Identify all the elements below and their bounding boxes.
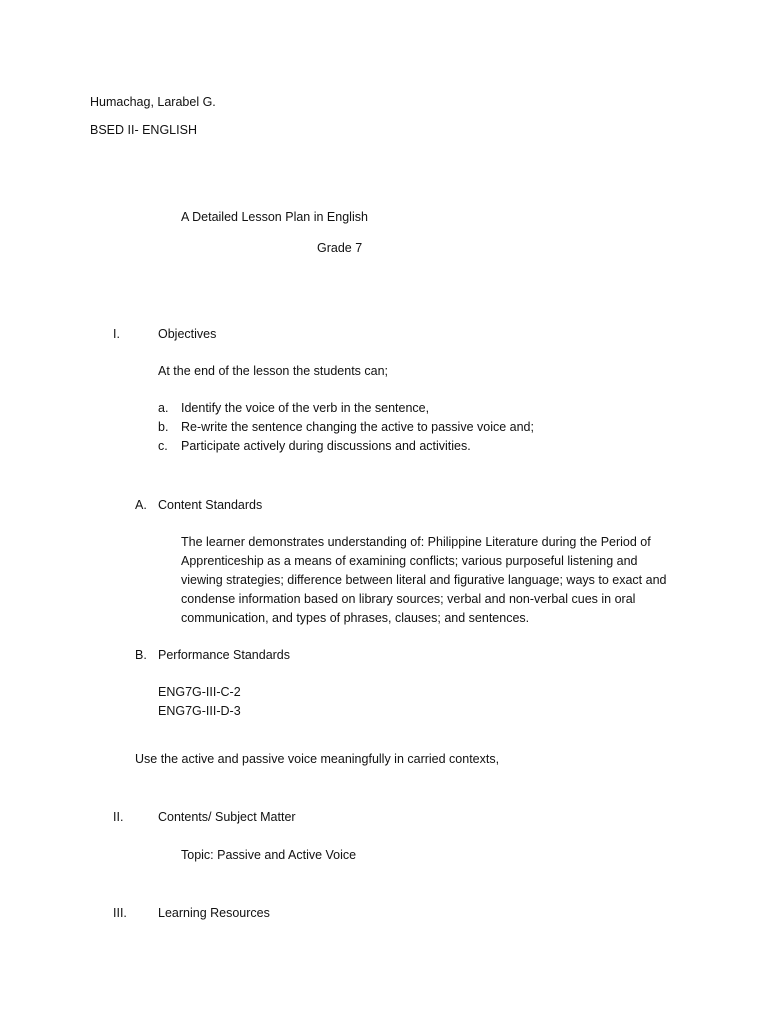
course-label: BSED II- ENGLISH — [90, 123, 197, 137]
subsection-marker-b: B. — [135, 648, 147, 662]
content-standards-body: The learner demonstrates understanding of: Philippine Literature during the Period of Apprenticeship as a means of examining conflicts; various purposeful listening and viewing strategies; difference between literal and figurative language; ways to exact and condense information based on library sources; verbal and non-verbal cues in oral communication, and types of phrases, clauses; and sentences. — [181, 535, 667, 625]
standard-code: ENG7G-III-C-2 — [158, 685, 241, 699]
section-numeral-objectives: I. — [113, 327, 120, 341]
objective-marker: a. — [158, 401, 169, 415]
performance-standards-heading: Performance Standards — [158, 648, 291, 662]
author-name: Humachag, Larabel G. — [90, 95, 216, 109]
content-standards-heading: Content Standards — [158, 498, 263, 512]
performance-statement: Use the active and passive voice meaningfully in carried contexts, — [135, 752, 500, 766]
objective-marker: b. — [158, 420, 169, 434]
section-numeral-contents: II. — [113, 810, 124, 824]
objective-item: Participate actively during discussions and activities. — [181, 439, 471, 453]
objective-item: Re-write the sentence changing the active to passive voice and; — [181, 420, 534, 434]
objective-item: Identify the voice of the verb in the sentence, — [181, 401, 430, 415]
document-title: A Detailed Lesson Plan in English — [181, 210, 368, 224]
section-numeral-resources: III. — [113, 906, 127, 920]
objectives-intro: At the end of the lesson the students can; — [158, 364, 389, 378]
objectives-heading: Objectives — [158, 327, 217, 341]
learning-resources-heading: Learning Resources — [158, 906, 270, 920]
contents-heading: Contents/ Subject Matter — [158, 810, 296, 824]
objective-marker: c. — [158, 439, 168, 453]
subsection-marker-a: A. — [135, 498, 147, 512]
grade-label: Grade 7 — [317, 241, 363, 255]
standard-code: ENG7G-III-D-3 — [158, 704, 241, 718]
topic-line: Topic: Passive and Active Voice — [181, 848, 357, 862]
